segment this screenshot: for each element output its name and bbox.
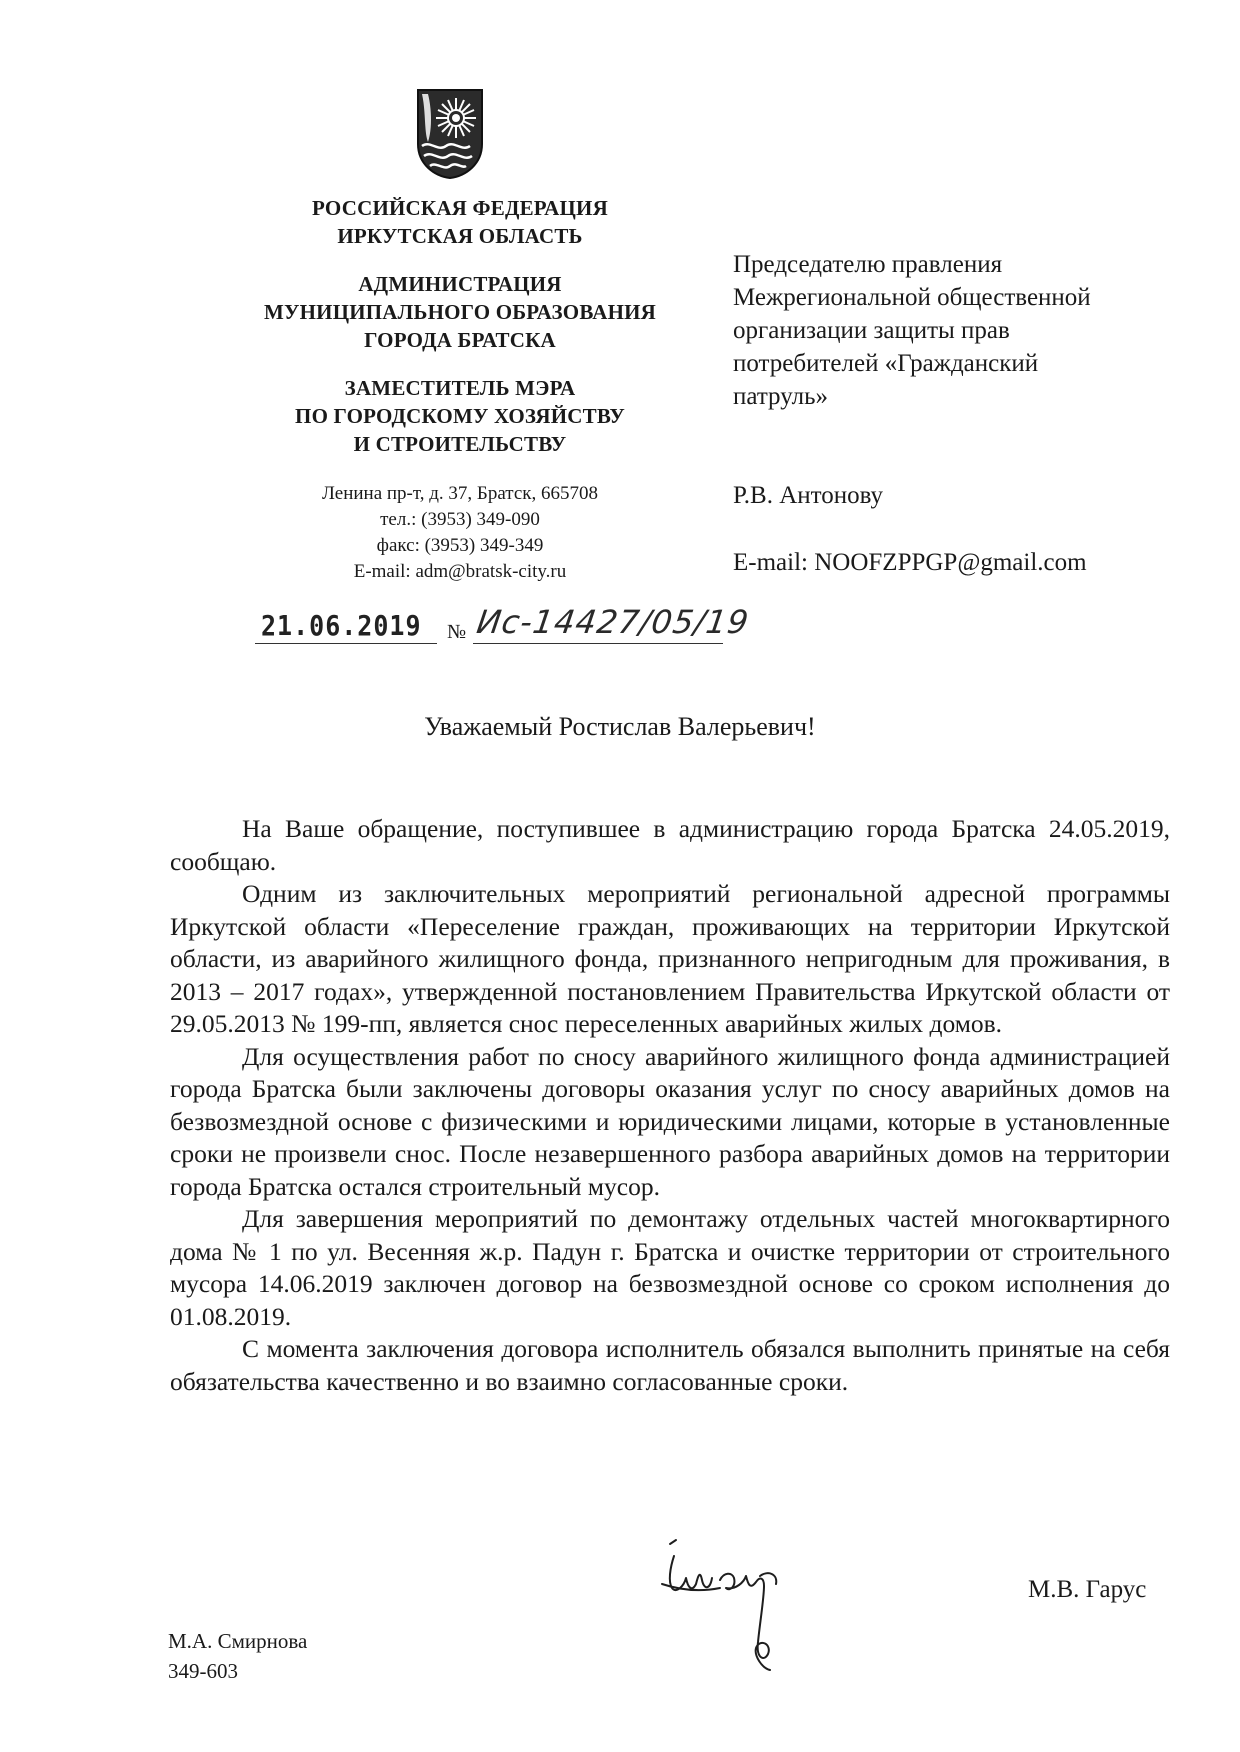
registration-number-underline bbox=[473, 643, 723, 644]
letterhead-admin-line: МУНИЦИПАЛЬНОГО ОБРАЗОВАНИЯ bbox=[264, 300, 656, 324]
coat-of-arms-icon bbox=[416, 88, 484, 180]
registration-number-label: № bbox=[447, 621, 467, 643]
letterhead-address: Ленина пр-т, д. 37, Братск, 665708 bbox=[322, 483, 598, 504]
executor-name: М.А. Смирнова bbox=[168, 1629, 308, 1653]
letterhead-admin-line: АДМИНИСТРАЦИЯ bbox=[358, 272, 562, 296]
executor-phone: 349-603 bbox=[168, 1659, 238, 1683]
letterhead-administration bbox=[190, 270, 730, 354]
registration-date-underline bbox=[255, 643, 437, 644]
letterhead-deputy-line: ПО ГОРОДСКОМУ ХОЗЯЙСТВУ bbox=[295, 404, 625, 428]
executor-block bbox=[168, 1626, 307, 1686]
body-paragraph: Для осуществления работ по сносу аварийного жилищного фонда администрацией города Братска были заключены договоры оказания услуг по сносу аварийных домов на безвозмездной основе с физическими и юридическими лицами, которые в установленные сроки не произвели снос. После незавершенного разбора аварийных домов на территории города Братска остался строительный мусор. bbox=[170, 1041, 1170, 1201]
body-paragraph: Одним из заключительных мероприятий региональной адресной программы Иркутской области «Переселение граждан, проживающих на территории Иркутской области, из аварийного жилищного фонда, признанного непригодным для проживания, в 2013 – 2017 годах», утвержденной постановлением Правительства Иркутской области от 29.05.2013 № 199-пп, является снос переселенных аварийных жилых домов. bbox=[170, 879, 1170, 1038]
addressee-name: Р.В. Антонову bbox=[733, 482, 884, 509]
letterhead-deputy-title bbox=[190, 374, 730, 458]
letter-body bbox=[170, 813, 1170, 1398]
letterhead-email: E-mail: adm@bratsk-city.ru bbox=[353, 561, 567, 582]
addressee-line: потребителей «Гражданский bbox=[733, 350, 1039, 377]
letterhead-phone: тел.: (3953) 349-090 bbox=[380, 509, 540, 530]
registration-line bbox=[255, 603, 752, 647]
addressee-line: Межрегиональной общественной bbox=[733, 284, 1091, 311]
letterhead-deputy-line: И СТРОИТЕЛЬСТВУ bbox=[353, 432, 567, 456]
body-paragraph: Для завершения мероприятий по демонтажу отдельных частей многоквартирного дома № 1 по ул. Весенняя ж.р. Падун г. Братска и очистке территории от строительного мусора 14.06.2019 заключен договор на безвозмездной основе со сроком исполнения до 01.08.2019. bbox=[170, 1204, 1170, 1331]
registration-number: Ис-14427/05/19 bbox=[474, 603, 752, 641]
addressee-line: организации защиты прав bbox=[733, 317, 1010, 344]
letterhead-deputy-line: ЗАМЕСТИТЕЛЬ МЭРА bbox=[344, 376, 576, 400]
signer-name: М.В. Гарус bbox=[1028, 1576, 1147, 1603]
greeting: Уважаемый Ростислав Валерьевич! bbox=[424, 712, 816, 741]
body-paragraph: С момента заключения договора исполнитель обязался выполнить принятые на себя обязательства качественно и во взаимно согласованные сроки. bbox=[170, 1334, 1170, 1396]
registration-date-stamp: 21.06.2019 bbox=[261, 609, 422, 642]
letterhead-fax: факс: (3953) 349-349 bbox=[376, 535, 544, 556]
addressee-email: E-mail: NOOFZPPGP@gmail.com bbox=[733, 549, 1087, 576]
letterhead-region-name: ИРКУТСКАЯ ОБЛАСТЬ bbox=[337, 224, 583, 248]
body-paragraph: На Ваше обращение, поступившее в администрацию города Братска 24.05.2019, сообщаю. bbox=[170, 814, 1170, 876]
addressee-line: патруль» bbox=[733, 383, 829, 410]
handwritten-signature bbox=[660, 1538, 830, 1678]
letterhead-contacts bbox=[190, 481, 730, 585]
letterhead-admin-line: ГОРОДА БРАТСКА bbox=[364, 328, 556, 352]
letterhead-country bbox=[190, 194, 730, 250]
letterhead-country-name: РОССИЙСКАЯ ФЕДЕРАЦИЯ bbox=[312, 196, 608, 220]
addressee-block bbox=[733, 248, 1213, 413]
addressee-line: Председателю правления bbox=[733, 251, 1003, 278]
